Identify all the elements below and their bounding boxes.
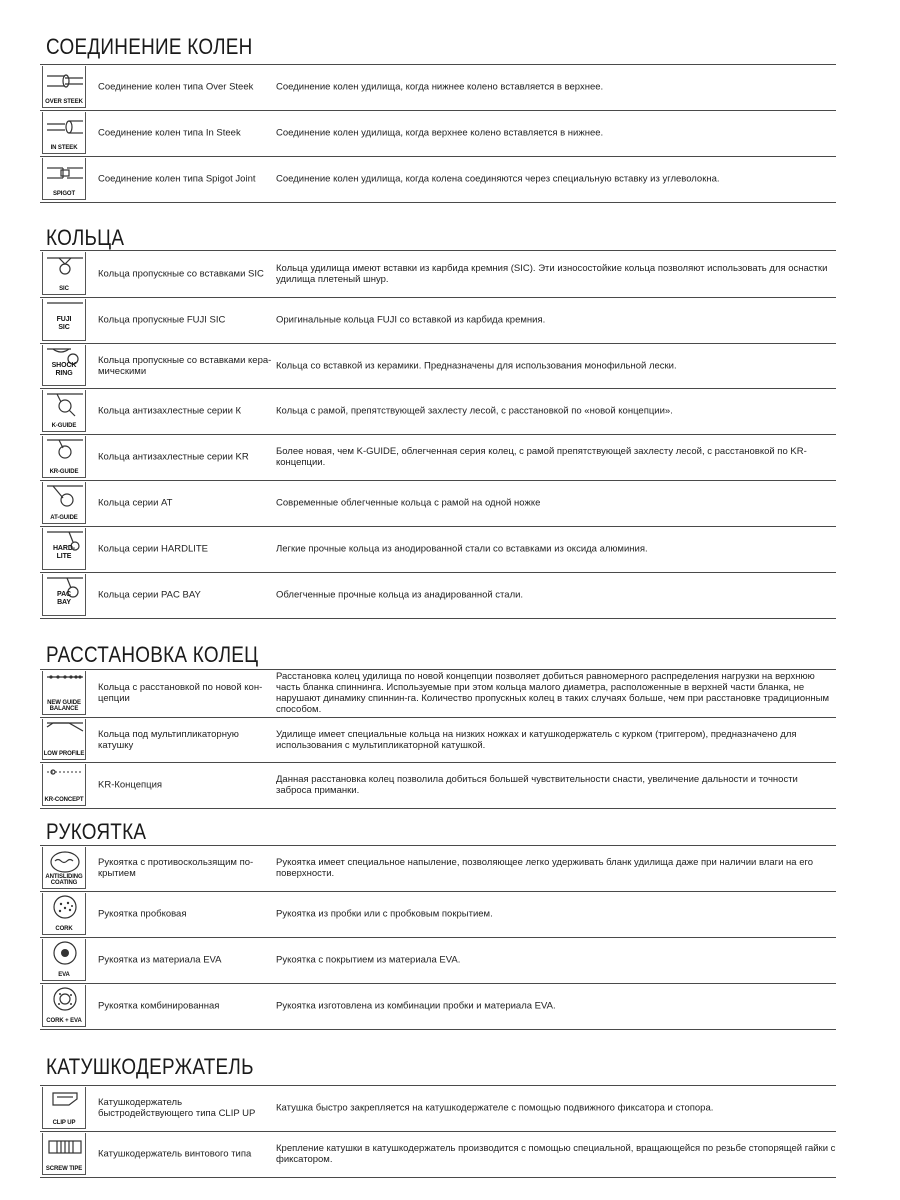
icon-label: PAC BAY — [57, 591, 71, 606]
feature-name: Катушкодержатель винтового типа — [98, 1148, 252, 1160]
feature-name: Соединение колен типа In Steek — [98, 127, 241, 139]
feature-description: Соединение колен удилища, когда колена соединяются через специальную вставку из углеволокна. — [276, 173, 720, 185]
feature-description: Рукоятка изготовлена из комбинации пробки и материала EVA. — [276, 1000, 556, 1012]
over-steek-icon — [42, 66, 86, 108]
feature-name: Кольца с расстановкой по новой кон-цепции — [98, 682, 263, 704]
feature-row — [40, 110, 836, 156]
icon-label: KR-CONCEPT — [44, 797, 84, 803]
antisliding-coating-icon — [42, 847, 86, 889]
new-guide-balance-icon — [42, 671, 86, 715]
feature-description: Соединение колен удилища, когда верхнее колено вставляется в нижнее. — [276, 127, 604, 139]
feature-description: Оригинальные кольца FUJI со вставкой из карбида кремния. — [276, 314, 546, 326]
k-guide-icon — [42, 390, 86, 432]
feature-description: Соединение колен удилища, когда нижнее колено вставляется в верхнее. — [276, 81, 604, 93]
feature-description: Кольца с рамой, препятствующей захлесту лесой, с расстановкой по «новой концепции». — [276, 405, 673, 417]
feature-row — [40, 572, 836, 618]
icon-label: SHOCK RING — [51, 362, 77, 377]
feature-name: Кольца под мультипликаторную катушку — [98, 728, 239, 751]
feature-row — [40, 937, 836, 983]
feature-name: Соединение колен типа Over Steek — [98, 81, 254, 93]
kr-guide-icon — [42, 436, 86, 478]
row-divider — [40, 1177, 836, 1178]
icon-label: LOW PROFILE — [43, 751, 85, 757]
feature-row — [40, 1131, 836, 1177]
section-title: РАССТАНОВКА КОЛЕЦ — [46, 642, 259, 667]
feature-description: Легкие прочные кольца из анодированной стали со вставками из оксида алюминия. — [276, 543, 648, 555]
icon-label: ANTISLIDING COATING — [45, 874, 83, 886]
eva-icon — [42, 939, 86, 981]
clip-up-icon — [42, 1087, 86, 1129]
feature-name: Кольца пропускные со вставками SIC — [98, 268, 264, 279]
feature-name: Кольца антизахлестные серии К — [98, 405, 242, 417]
feature-description: Крепление катушки в катушкодержатель производится с помощью специальной, вращающейся по резьбе стопорящей гайки с фиксатором. — [276, 1143, 836, 1165]
feature-name: Кольца серии AT — [98, 497, 173, 509]
feature-name: Кольца пропускные со вставками кера-мическими — [98, 354, 272, 377]
feature-description: Облегченные прочные кольца из анадированной стали. — [276, 589, 524, 601]
feature-name: Рукоятка пробковая — [98, 908, 187, 920]
feature-row — [40, 891, 836, 937]
fuji-sic-icon — [42, 299, 86, 341]
feature-row — [40, 343, 836, 388]
feature-row — [40, 480, 836, 526]
feature-row — [40, 434, 836, 480]
cork-icon — [42, 893, 86, 935]
feature-name: Кольца серии HARDLITE — [98, 543, 209, 555]
pac-bay-icon — [42, 574, 86, 616]
feature-row — [40, 717, 836, 762]
screw-type-icon — [42, 1133, 86, 1175]
in-steek-icon — [42, 112, 86, 154]
feature-row — [40, 250, 836, 297]
row-divider — [40, 808, 836, 809]
icon-label: IN STEEK — [50, 145, 78, 151]
feature-name: Кольца серии PAC BAY — [98, 589, 201, 601]
feature-description: Более новая, чем K-GUIDE, облегченная серия колец, с рамой препятствующей захлесту лесой, с расстановкой по KR-концепции. — [276, 446, 807, 468]
feature-row — [40, 388, 836, 434]
feature-row — [40, 156, 836, 202]
icon-label: EVA — [58, 972, 70, 978]
feature-description: Катушка быстро закрепляется на катушкодержателе с помощью подвижного фиксатора и стопора. — [276, 1102, 714, 1114]
feature-description: Кольца со вставкой из керамики. Предназначены для использования монофильной лески. — [276, 360, 677, 371]
row-divider — [40, 202, 836, 203]
feature-name: Катушкодержатель быстродействующего типа CLIP UP — [98, 1097, 256, 1119]
feature-row — [40, 64, 836, 110]
row-divider — [40, 1029, 836, 1030]
icon-label: CORK + EVA — [46, 1018, 82, 1024]
icon-label: CLIP UP — [52, 1120, 76, 1126]
icon-label: AT-GUIDE — [50, 515, 78, 521]
feature-description: Современные облегченные кольца с рамой на одной ножке — [276, 497, 541, 509]
feature-description: Рукоятка из пробки или с пробковым покрытием. — [276, 908, 493, 920]
icon-label: SCREW TIPE — [45, 1166, 83, 1172]
feature-row — [40, 297, 836, 343]
low-profile-icon — [42, 719, 86, 760]
kr-concept-icon — [42, 764, 86, 806]
row-divider — [40, 618, 836, 619]
icon-label: HARD- LITE — [52, 545, 76, 560]
hardlite-icon — [42, 528, 86, 570]
feature-name: Рукоятка комбинированная — [98, 1000, 220, 1012]
spigot-icon — [42, 158, 86, 200]
feature-row — [40, 983, 836, 1029]
feature-description: Данная расстановка колец позволила добиться большей чувствительности снасти, увеличение дальности и точности заброса приманки. — [276, 774, 798, 796]
feature-name: Рукоятка с противоскользящим по-крытием — [98, 857, 254, 879]
icon-label: FUJI SIC — [56, 316, 72, 331]
icon-label: SPIGOT — [52, 191, 76, 197]
icon-label: SIC — [59, 286, 69, 292]
feature-row — [40, 762, 836, 808]
section-title: КАТУШКОДЕРЖАТЕЛЬ — [46, 1054, 254, 1079]
feature-name: Соединение колен типа Spigot Joint — [98, 173, 256, 185]
shock-ring-icon — [42, 345, 86, 386]
section-title: СОЕДИНЕНИЕ КОЛЕН — [46, 34, 253, 59]
feature-row — [40, 669, 836, 717]
feature-row — [40, 845, 836, 891]
feature-description: Рукоятка с покрытием из материала EVA. — [276, 954, 461, 966]
feature-row — [40, 526, 836, 572]
section-title: РУКОЯТКА — [46, 819, 147, 844]
feature-description: Расстановка колец удилища по новой концепции позволяет добиться равномерного распределения нагрузки на верхнюю часть бланка спиннинга. Используемые при этом кольца малого диаметра, расположенные в верхней части бланка, не нарушают динамику спиннин-га. Количество пропускных колец в таких случаях больше, чем при расстановке традиционным способом. — [276, 671, 829, 715]
feature-name: Рукоятка из материала EVA — [98, 954, 222, 966]
at-guide-icon — [42, 482, 86, 524]
feature-description: Кольца удилища имеют вставки из карбида кремния (SIC). Эти износостойкие кольца позволяют использовать для оснастки удилища плетеный шнур. — [276, 262, 828, 285]
feature-name: Кольца антизахлестные серии KR — [98, 451, 249, 463]
feature-row — [40, 1085, 836, 1131]
feature-description: Удилище имеет специальные кольца на низких ножках и катушкодержатель с курком (триггером), предназначено для использования с мультипликаторной катушкой. — [276, 728, 797, 751]
icon-label: OVER STEEK — [45, 99, 83, 105]
icon-label: CORK — [55, 926, 73, 932]
icon-label: NEW GUIDE BALANCE — [47, 700, 81, 712]
section-title: КОЛЬЦА — [46, 225, 125, 250]
feature-description: Рукоятка имеет специальное напыление, позволяющее легко удерживать бланк удилища даже при наличии влаги на его поверхности. — [276, 857, 814, 879]
cork-eva-icon — [42, 985, 86, 1027]
sic-guide-icon — [42, 252, 86, 295]
feature-name: KR-Концепция — [98, 779, 163, 791]
icon-label: K-GUIDE — [51, 423, 77, 429]
icon-label: KR-GUIDE — [49, 469, 79, 475]
feature-name: Кольца пропускные FUJI SIC — [98, 314, 226, 326]
